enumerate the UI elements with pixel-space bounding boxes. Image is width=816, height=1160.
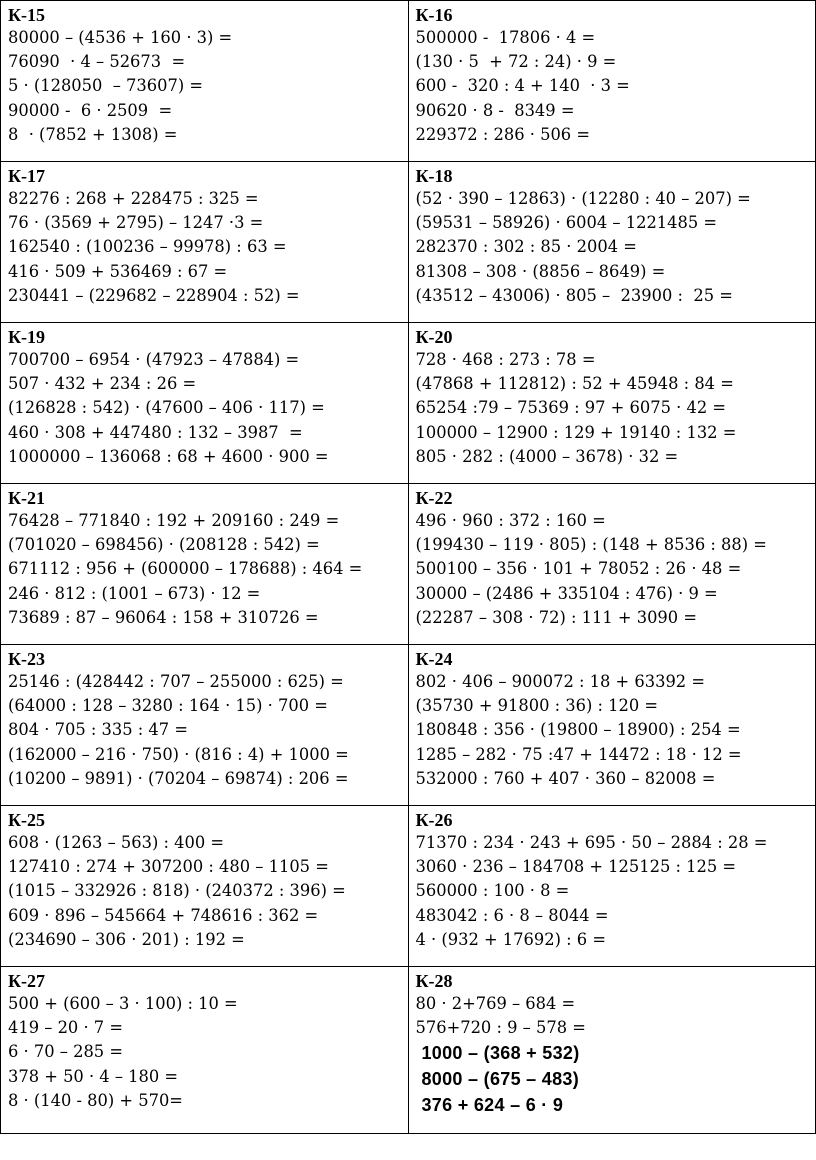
expression-line: 728 · 468 : 273 : 78 = [415,350,596,369]
expression-line: 507 · 432 + 234 : 26 = [8,374,197,394]
expression-line: 80000 – (4536 + 160 · 3) = [8,28,233,47]
card-title: К-25 [8,810,46,830]
card-row [1,1,816,162]
card-title: К-24 [415,649,453,669]
expression-line: 1000 – (368 + 532) [421,1043,580,1064]
task-card [1,323,409,484]
expression-line: 500 + (600 – 3 · 100) : 10 = [8,994,238,1013]
expression-line: 419 – 20 · 7 = [8,1018,123,1038]
expression-line: 5 · (128050 – 73607) = [8,76,204,96]
expression-line: 671112 : 956 + (600000 – 178688) : 464 = [8,559,363,579]
card-title: К-16 [415,5,453,25]
expression-line: 378 + 50 · 4 – 180 = [8,1066,179,1086]
card-title: К-28 [415,971,453,991]
expression-line: 1285 – 282 · 75 :47 + 14472 : 18 · 12 = [415,744,742,764]
card-title: К-23 [8,649,46,669]
expression-line: 500100 – 356 · 101 + 78052 : 26 · 48 = [415,559,742,579]
expression-line: 82276 : 268 + 228475 : 325 = [8,189,259,208]
task-card [1,645,409,806]
expression-line: 80 · 2+769 – 684 = [415,994,576,1013]
task-card [1,1,409,162]
expression-line: 609 · 896 – 545664 + 748616 : 362 = [8,905,319,925]
expression-line: 162540 : (100236 – 99978) : 63 = [8,237,287,257]
expression-line: 1000000 – 136068 : 68 + 4600 · 900 = [8,446,329,466]
expression-line: 805 · 282 : (4000 – 3678) · 32 = [415,446,679,466]
expression-line: 3060 · 236 – 184708 + 125125 : 125 = [415,857,737,877]
expression-line: 8 · (7852 + 1308) = [8,124,178,144]
expression-line: 8000 – (675 – 483) [421,1069,580,1090]
expression-line: 416 · 509 + 536469 : 67 = [8,261,228,281]
expression-line: (52 · 390 – 12863) · (12280 : 40 – 207) = [415,189,751,208]
expression-line: 4 · (932 + 17692) : 6 = [415,929,606,949]
expression-line: 608 · (1263 – 563) : 400 = [8,833,225,852]
expression-line: 483042 : 6 · 8 – 8044 = [415,905,609,925]
task-card [408,162,816,323]
expression-line: 81308 – 308 · (8856 – 8649) = [415,261,666,281]
card-title: К-18 [415,166,453,186]
expression-line: 73689 : 87 – 96064 : 158 + 310726 = [8,607,319,627]
task-card [1,806,409,967]
expression-line: (126828 : 542) · (47600 – 406 · 117) = [8,398,325,418]
expression-line: (162000 – 216 · 750) · (816 : 4) + 1000 = [8,744,349,764]
card-title: К-21 [8,488,46,508]
expression-line: (35730 + 91800 : 36) : 120 = [415,696,659,716]
expression-line: (22287 – 308 · 72) : 111 + 3090 = [415,607,697,627]
card-row [1,967,816,1134]
task-card [408,484,816,645]
card-title: К-15 [8,5,46,25]
expression-line: 500000 - 17806 · 4 = [415,28,596,47]
card-title: К-19 [8,327,46,347]
task-card-grid-body [1,1,816,1134]
expression-line: 700700 – 6954 · (47923 – 47884) = [8,350,300,369]
task-card [1,162,409,323]
expression-line: 804 · 705 : 335 : 47 = [8,720,188,740]
card-row [1,806,816,967]
card-title: К-17 [8,166,46,186]
expression-line: (234690 – 306 · 201) : 192 = [8,929,245,949]
expression-line: 90620 · 8 - 8349 = [415,100,575,120]
expression-line: 76090 · 4 – 52673 = [8,52,186,72]
expression-line: (43512 – 43006) · 805 – 23900 : 25 = [415,285,733,305]
expression-line: 127410 : 274 + 307200 : 480 – 1105 = [8,857,329,877]
expression-line: 65254 :79 – 75369 : 97 + 6075 · 42 = [415,398,726,418]
expression-line: 180848 : 356 · (19800 – 18900) : 254 = [415,720,741,740]
card-row [1,645,816,806]
expression-line: (47868 + 112812) : 52 + 45948 : 84 = [415,374,734,394]
expression-line: (10200 – 9891) · (70204 – 69874) : 206 = [8,768,349,788]
task-card [1,484,409,645]
expression-line: (59531 – 58926) · 6004 – 1221485 = [415,213,718,233]
expression-line: 460 · 308 + 447480 : 132 – 3987 = [8,422,303,442]
expression-line: 100000 – 12900 : 129 + 19140 : 132 = [415,422,737,442]
task-card [408,806,816,967]
expression-line: 30000 – (2486 + 335104 : 476) · 9 = [415,583,718,603]
task-card [408,323,816,484]
task-card [408,645,816,806]
card-title: К-22 [415,488,453,508]
expression-line: 576+720 : 9 – 578 = [415,1018,586,1038]
expression-line: 8 · (140 - 80) + 570= [8,1090,183,1110]
expression-line: 90000 - 6 · 2509 = [8,100,173,120]
expression-line: (130 · 5 + 72 : 24) · 9 = [415,52,617,72]
card-title: К-20 [415,327,453,347]
expression-line: 76 · (3569 + 2795) – 1247 ·3 = [8,213,264,233]
expression-line: 532000 : 760 + 407 · 360 – 82008 = [415,768,716,788]
expression-line: 282370 : 302 : 85 · 2004 = [415,237,637,257]
expression-line: (199430 – 119 · 805) : (148 + 8536 : 88) = [415,535,767,555]
expression-line: 560000 : 100 · 8 = [415,881,570,901]
expression-line: 246 · 812 : (1001 – 673) · 12 = [8,583,261,603]
expression-line: 376 + 624 – 6 · 9 [421,1095,564,1116]
expression-line: 802 · 406 – 900072 : 18 + 63392 = [415,672,705,691]
expression-line: (1015 – 332926 : 818) · (240372 : 396) = [8,881,346,901]
card-title: К-26 [415,810,453,830]
expression-line: 71370 : 234 · 243 + 695 · 50 – 2884 : 28 = [415,833,768,852]
task-card [408,967,816,1134]
expression-line: 496 · 960 : 372 : 160 = [415,511,606,530]
expression-line: (64000 : 128 – 3280 : 164 · 15) · 700 = [8,696,328,716]
expression-line: 76428 – 771840 : 192 + 209160 : 249 = [8,511,340,530]
card-row [1,323,816,484]
expression-line: 6 · 70 – 285 = [8,1042,123,1062]
expression-line: 230441 – (229682 – 228904 : 52) = [8,285,300,305]
card-row [1,484,816,645]
card-row [1,162,816,323]
expression-line: 25146 : (428442 : 707 – 255000 : 625) = [8,672,344,691]
expression-line: 229372 : 286 · 506 = [415,124,590,144]
card-title: К-27 [8,971,46,991]
expression-line: 600 - 320 : 4 + 140 · 3 = [415,76,630,96]
expression-line: (701020 – 698456) · (208128 : 542) = [8,535,320,555]
task-card [1,967,409,1134]
task-card [408,1,816,162]
